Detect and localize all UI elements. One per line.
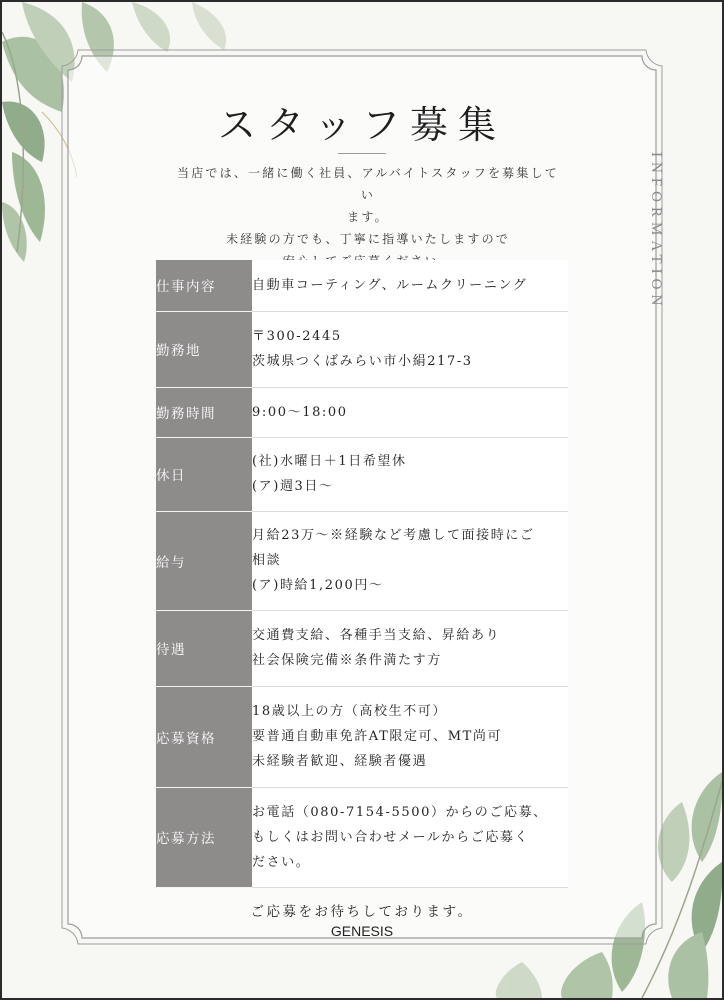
row-value — [252, 610, 568, 686]
table-row — [156, 311, 568, 387]
row-label: 仕事内容 — [156, 260, 252, 311]
table-row — [156, 511, 568, 610]
table-row — [156, 787, 568, 887]
table-row — [156, 686, 568, 787]
value-line: 相談 — [252, 553, 282, 568]
job-info-table — [156, 260, 568, 888]
value-line: ださい。 — [252, 854, 311, 870]
value-line: 9:00〜18:00 — [252, 404, 348, 420]
value-line: 茨城県つくばみらい市小絹217-3 — [252, 354, 473, 369]
value-line: お電話（080-7154-5500）からのご応募、 — [252, 804, 548, 820]
value-line: 月給23万〜※経験など考慮して面接時にご — [252, 528, 535, 543]
intro-line: ます。 — [347, 210, 389, 224]
value-line: (ア)時給1,200円〜 — [252, 578, 384, 593]
intro-line: 当店では、一緒に働く社員、アルバイトスタッフを募集してい — [177, 166, 559, 202]
value-line: 18歳以上の方（高校生不可） — [252, 704, 447, 719]
table-row — [156, 260, 568, 311]
row-value — [252, 260, 568, 311]
value-line: 未経験者歓迎、経験者優遇 — [252, 754, 428, 769]
side-label — [647, 152, 677, 342]
row-label: 待遇 — [156, 610, 252, 686]
value-line: 交通費支給、各種手当支給、昇給あり — [252, 628, 501, 643]
recruitment-flyer — [2, 2, 722, 998]
table-row — [156, 437, 568, 511]
value-line: 社会保険完備※条件満たす方 — [252, 653, 442, 668]
intro-text — [172, 162, 564, 272]
value-line: 〒300-2445 — [252, 329, 342, 344]
table-row — [156, 387, 568, 437]
intro-line: 未経験の方でも、丁寧に指導いたしますので — [225, 232, 510, 246]
value-line: 自動車コーティング、ルームクリーニング — [252, 277, 528, 293]
row-value — [252, 686, 568, 787]
title-divider — [338, 153, 386, 154]
closing-message: ご応募をお待ちしております。 — [250, 904, 474, 920]
value-line: (ア)週3日〜 — [252, 479, 334, 494]
row-label: 応募資格 — [156, 686, 252, 787]
row-label: 応募方法 — [156, 787, 252, 887]
table-row — [156, 610, 568, 686]
value-line: 要普通自動車免許AT限定可、MT尚可 — [252, 729, 503, 744]
row-value — [252, 387, 568, 437]
page-title: スタッフ募集 — [217, 103, 506, 147]
brand-name: GENESIS — [330, 923, 394, 939]
row-label: 勤務時間 — [156, 387, 252, 437]
row-value — [252, 511, 568, 610]
information-label: INFORMATION — [648, 152, 664, 311]
row-label: 給与 — [156, 511, 252, 610]
row-label: 休日 — [156, 437, 252, 511]
row-value — [252, 787, 568, 887]
row-label: 勤務地 — [156, 311, 252, 387]
row-value — [252, 437, 568, 511]
value-line: もしくはお問い合わせメールからご応募く — [252, 829, 530, 845]
value-line: (社)水曜日＋1日希望休 — [252, 454, 407, 469]
row-value — [252, 311, 568, 387]
